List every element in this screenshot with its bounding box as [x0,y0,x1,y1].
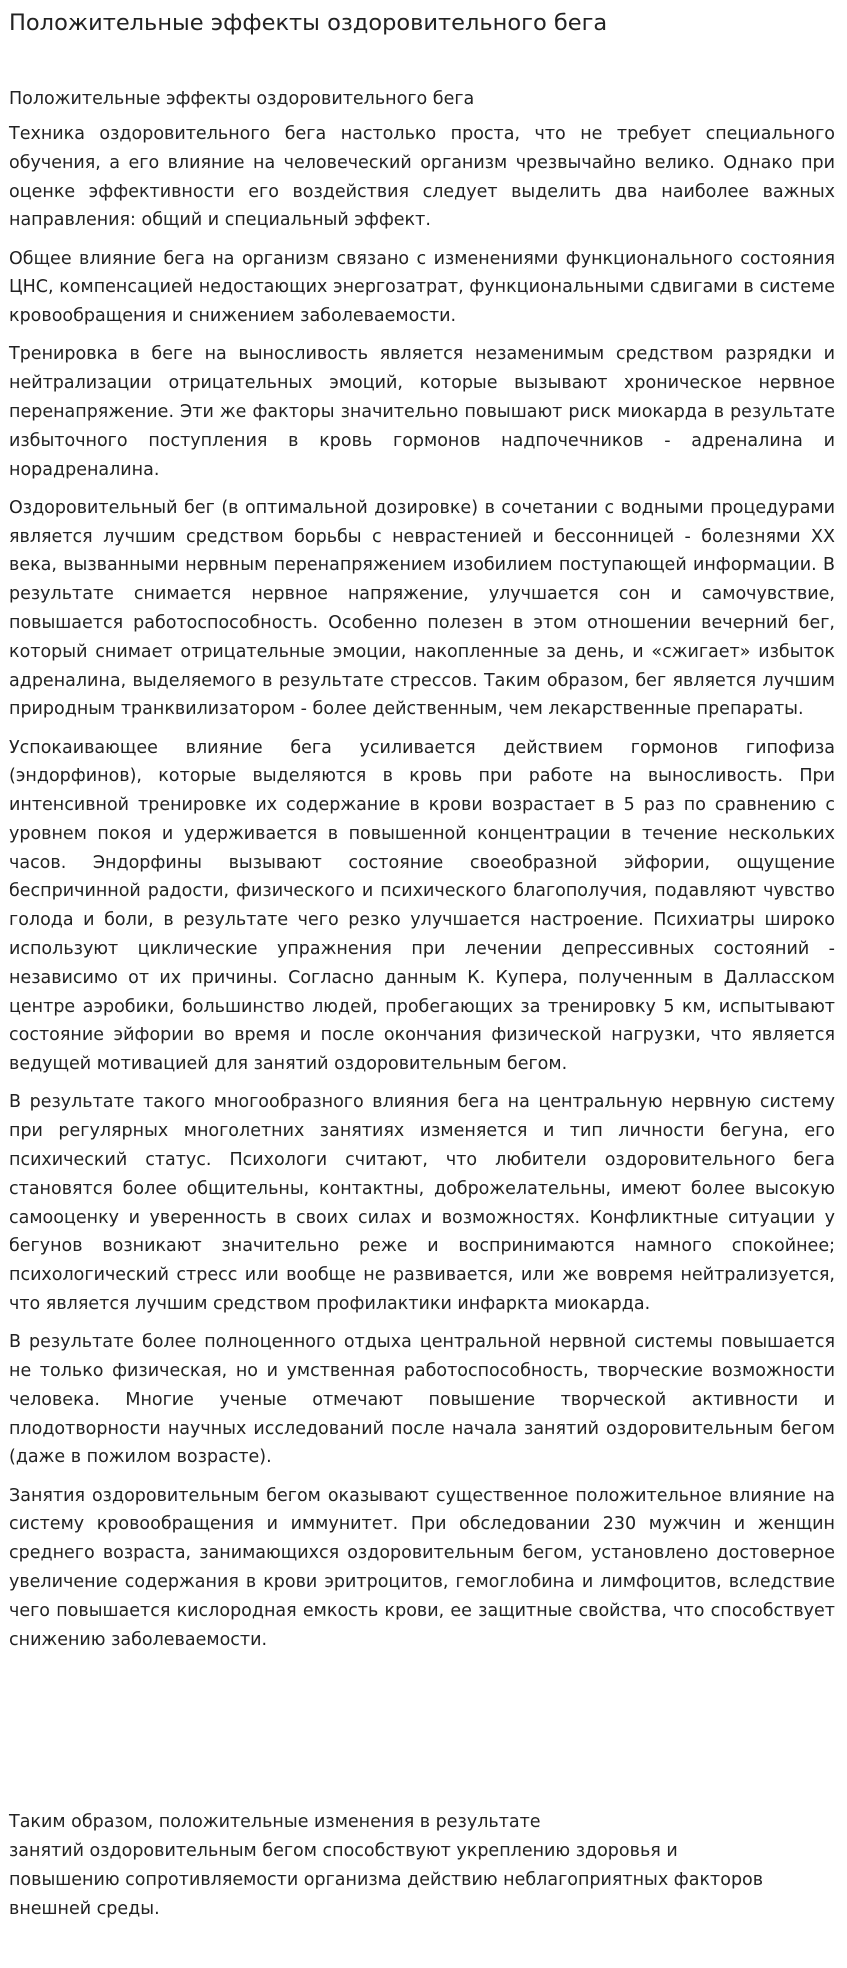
paragraph: Общее влияние бега на организм связано с изменениями функционального состояния ЦНС, компенсацией недостающих энергозатрат, функциональными сдвигами в системе кровообращения и снижением заболеваемости. [9,248,835,327]
paragraph: В результате такого многообразного влияния бега на центральную нервную систему при регулярных многолетних занятиях изменяется и тип личности бегуна, его психический статус. Психологи считают, что любители оздоровительного бега становятся более общительны, контактны, доброжелательны, имеют более высокую самооценку и уверенность в своих силах и возможностях. Конфликтные ситуации у бегунов возникают значительно реже и воспринимаются намного спокойнее; психологический стресс или вообще не развивается, или же вовремя нейтрализуется, что является лучшим средством профилактики инфаркта миокарда. [9,1092,835,1315]
conclusion-line: Таким образом, положительные изменения в результате [9,1812,541,1832]
conclusion-line: занятий оздоровительным бегом способствуют укреплению здоровья и [9,1841,678,1861]
article-subtitle: Положительные эффекты оздоровительного бега [9,89,475,109]
page-title: Положительные эффекты оздоровительного бега [9,10,608,36]
conclusion-line: внешней среды. [9,1899,160,1919]
paragraph: Техника оздоровительного бега настолько проста, что не требует специального обучения, а его влияние на человеческий организм чрезвычайно велико. Однако при оценке эффективности его воздействия следует выделить два наиболее важных направления: общий и специальный эффект. [9,124,835,231]
paragraph: Занятия оздоровительным бегом оказывают существенное положительное влияние на систему кровообращения и иммунитет. При обследовании 230 мужчин и женщин среднего возраста, занимающихся оздоровительным бегом, установлено достоверное увеличение содержания в крови эритроцитов, гемоглобина и лимфоцитов, вследствие чего повышается кислородная емкость крови, ее защитные свойства, что способствует снижению заболеваемости. [9,1485,835,1650]
conclusion-line: повышению сопротивляемости организма действию неблагоприятных факторов [9,1870,764,1890]
paragraph: Оздоровительный бег (в оптимальной дозировке) в сочетании с водными процедурами является лучшим средством борьбы с неврастенией и бессонницей - болезнями XX века, вызванными нервным перенапряжением изобилием поступающей информации. В результате снимается нервное напряжение, улучшается сон и самочувствие, повышается работоспособность. Особенно полезен в этом отношении вечерний бег, который снимает отрицательные эмоции, накопленные за день, и «сжигает» избыток адреналина, выделяемого в результате стрессов. Таким образом, бег является лучшим природным транквилизатором - более действенным, чем лекарственные препараты. [9,497,835,720]
paragraph: В результате более полноценного отдыха центральной нервной системы повышается не только физическая, но и умственная работоспособность, творческие возможности человека. Многие ученые отмечают повышение творческой активности и плодотворности научных исследований после начала занятий оздоровительным бегом (даже в пожилом возрасте). [9,1332,835,1468]
article-body [9,120,835,1664]
paragraph: Успокаивающее влияние бега усиливается действием гормонов гипофиза (эндорфинов), которые выделяются в кровь при работе на выносливость. При интенсивной тренировке их содержание в крови возрастает в 5 раз по сравнению с уровнем покоя и удерживается в повышенной концентрации в течение нескольких часов. Эндорфины вызывают состояние своеобразной эйфории, ощущение беспричинной радости, физического и психического благополучия, подавляют чувство голода и боли, в результате чего резко улучшается настроение. Психиатры широко используют циклические упражнения при лечении депрессивных состояний - независимо от их причины. Согласно данным К. Купера, полученным в Далласском центре аэробики, большинство людей, пробегающих за тренировку 5 км, испытывают состояние эйфории во время и после окончания физической нагрузки, что является ведущей мотивацией для занятий оздоровительным бегом. [9,737,835,1075]
conclusion [9,1808,835,1924]
paragraph: Тренировка в беге на выносливость является незаменимым средством разрядки и нейтрализации отрицательных эмоций, которые вызывают хроническое нервное перенапряжение. Эти же факторы значительно повышают риск миокарда в результате избыточного поступления в кровь гормонов надпочечников - адреналина и норадреналина. [9,344,835,480]
